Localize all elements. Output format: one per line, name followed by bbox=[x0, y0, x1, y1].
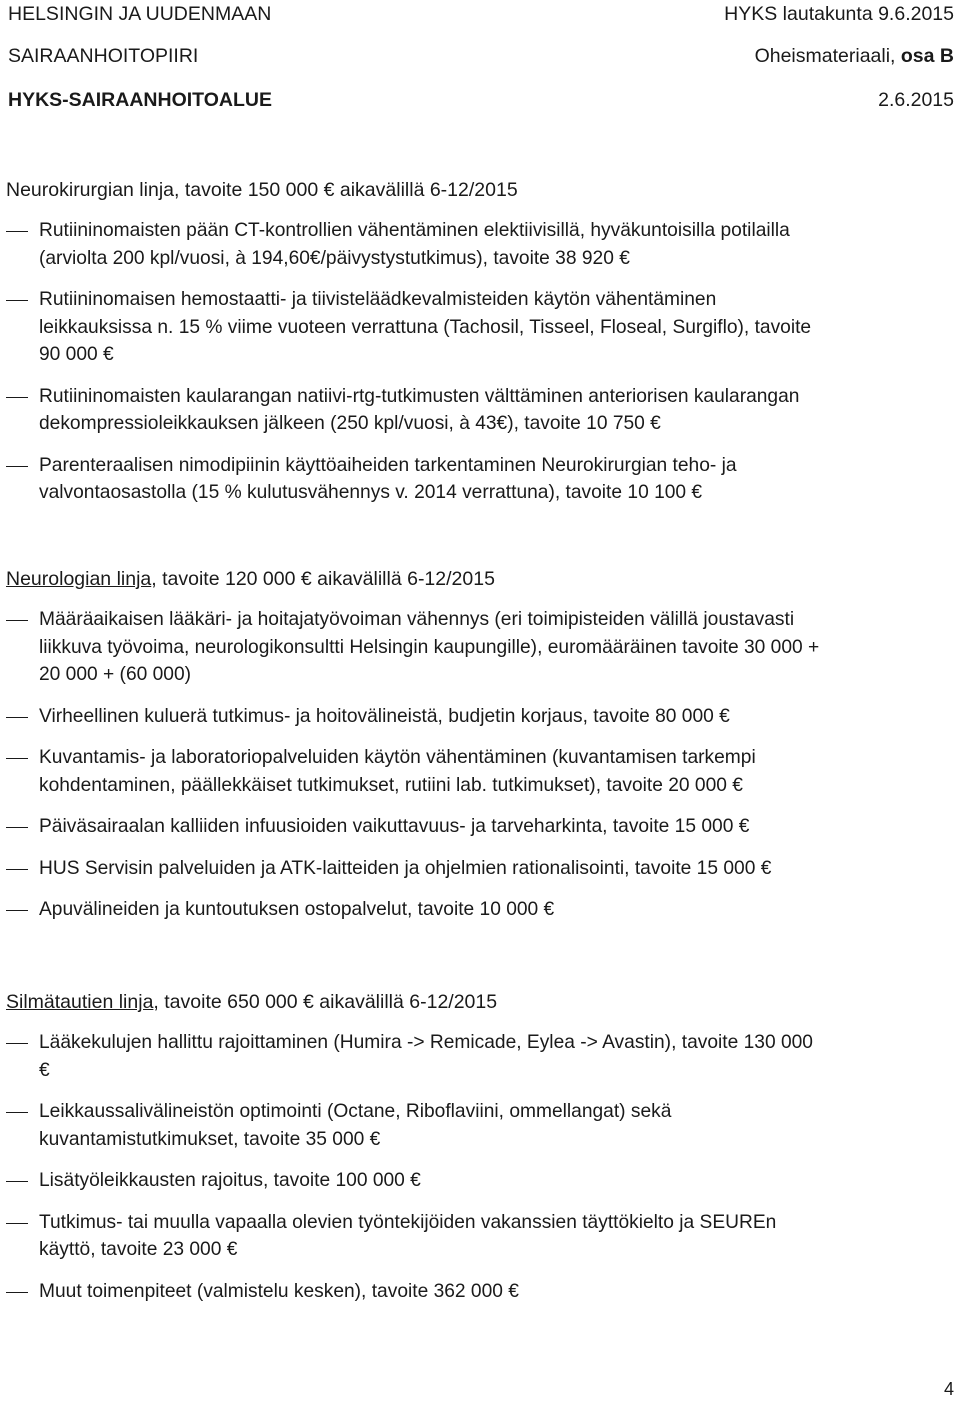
attachment-part: osa B bbox=[900, 45, 954, 67]
list-item-text: Virheellinen kuluerä tutkimus- ja hoitovälineistä, budjetin korjaus, tavoite 80 000 € bbox=[39, 705, 730, 727]
list-item bbox=[6, 855, 956, 883]
list-item bbox=[6, 703, 956, 731]
list-item-text: Lisätyöleikkausten rajoitus, tavoite 100 000 € bbox=[39, 1170, 421, 1191]
list-item bbox=[6, 1098, 956, 1153]
area-name: HYKS-SAIRAANHOITOALUE bbox=[8, 89, 272, 111]
list-item bbox=[6, 286, 956, 369]
list-item-text: Päiväsairaalan kalliiden infuusioiden vaikuttavuus- ja tarveharkinta, tavoite 15 000 € bbox=[39, 816, 750, 837]
list-item bbox=[6, 1278, 956, 1306]
list-item-text: Apuvälineiden ja kuntoutuksen ostopalvelut, tavoite 10 000 € bbox=[39, 899, 555, 920]
section-neurology bbox=[6, 566, 956, 938]
list-item-text: Leikkaussalivälineistön optimointi (Octane, Riboflaviini, ommellangat) sekä kuvantamistutkimukset, tavoite 35 000 € bbox=[39, 1101, 672, 1150]
list-item-text: Määräaikaisen lääkäri- ja hoitajatyövoiman vähennys (eri toimipisteiden välillä joustavasti liikkuva työvoima, neurologikonsultti Helsingin kaupungille), euromääräinen tavoite 30 000 + 20 000 + (60 000) bbox=[39, 609, 820, 685]
list-item-text: Rutiininomaisten kaularangan natiivi-rtg-tutkimusten välttäminen anteriorisen kaularangan dekompressioleikkauksen jälkeen (250 kpl/vuosi, à 43€), tavoite 10 750 € bbox=[39, 385, 800, 434]
list-item-text: Parenteraalisen nimodipiinin käyttöaiheiden tarkentaminen Neurokirurgian teho- ja valvontaosastolla (15 % kulutusvähennys v. 2014 verrattuna), tavoite 10 100 € bbox=[39, 454, 737, 503]
attachment-label bbox=[755, 44, 954, 68]
list-item bbox=[6, 1029, 956, 1084]
list-item-text: Rutiininomaisten pään CT-kontrollien vähentäminen elektiivisillä, hyväkuntoisilla potilailla (arviolta 200 kpl/vuosi, à 194,60€/päivystystutkimus), tavoite 38 920 € bbox=[39, 220, 790, 269]
section-heading bbox=[6, 566, 956, 592]
list-item bbox=[6, 452, 956, 507]
section-target: , tavoite 150 000 € aikavälillä 6-12/2015 bbox=[174, 179, 518, 201]
org-name-line1: HELSINGIN JA UUDENMAAN bbox=[8, 3, 272, 25]
list-item-text: HUS Servisin palveluiden ja ATK-laitteiden ja ohjelmien rationalisointi, tavoite 15 000 € bbox=[39, 857, 772, 879]
section-target: , tavoite 650 000 € aikavälillä 6-12/2015 bbox=[153, 991, 498, 1013]
list-item bbox=[6, 606, 956, 689]
section-heading bbox=[6, 177, 956, 203]
section-title: Neurologian linja bbox=[6, 568, 152, 590]
section-title: Neurokirurgian linja bbox=[6, 179, 174, 201]
list-item-text: Rutiininomaisen hemostaatti- ja tiivisteläädkevalmisteiden käytön vähentäminen leikkauksissa n. 15 % viime vuoteen verrattuna (Tachosil, Tisseel, Floseal, Surgiflo), tavoite 90 000 € bbox=[39, 289, 812, 365]
list-item bbox=[6, 813, 956, 841]
list-item-text: Tutkimus- tai muulla vapaalla olevien työntekijöiden vakanssien täyttökielto ja SEUREn käyttö, tavoite 23 000 € bbox=[39, 1211, 777, 1260]
list-item-text: Lääkekulujen hallittu rajoittaminen (Humira -> Remicade, Eylea -> Avastin), tavoite 130 000 € bbox=[39, 1032, 813, 1081]
list-item-text: Muut toimenpiteet (valmistelu kesken), tavoite 362 000 € bbox=[39, 1280, 519, 1302]
section-heading bbox=[6, 989, 956, 1015]
list-item-text: Kuvantamis- ja laboratoriopalveluiden käytön vähentäminen (kuvantamisen tarkempi kohdentaminen, päällekkäiset tutkimukset, rutiini lab. tutkimukset), tavoite 20 000 € bbox=[39, 747, 756, 796]
list-item bbox=[6, 1209, 956, 1264]
document-date: 2.6.2015 bbox=[878, 89, 954, 111]
meeting-date: HYKS lautakunta 9.6.2015 bbox=[724, 3, 954, 25]
list-item bbox=[6, 217, 956, 272]
org-name-line2: SAIRAANHOITOPIIRI bbox=[8, 45, 199, 67]
page-number: 4 bbox=[943, 1379, 954, 1399]
section-target: , tavoite 120 000 € aikavälillä 6-12/2015 bbox=[151, 568, 495, 590]
list-item bbox=[6, 1167, 956, 1195]
list-item bbox=[6, 744, 956, 799]
list-item bbox=[6, 383, 956, 438]
section-neurosurgery bbox=[6, 177, 956, 521]
list-item bbox=[6, 896, 956, 924]
attachment-prefix: Oheismateriaali, bbox=[754, 45, 901, 67]
section-ophthalmology bbox=[6, 989, 956, 1319]
section-title: Silmätautien linja bbox=[6, 991, 154, 1013]
